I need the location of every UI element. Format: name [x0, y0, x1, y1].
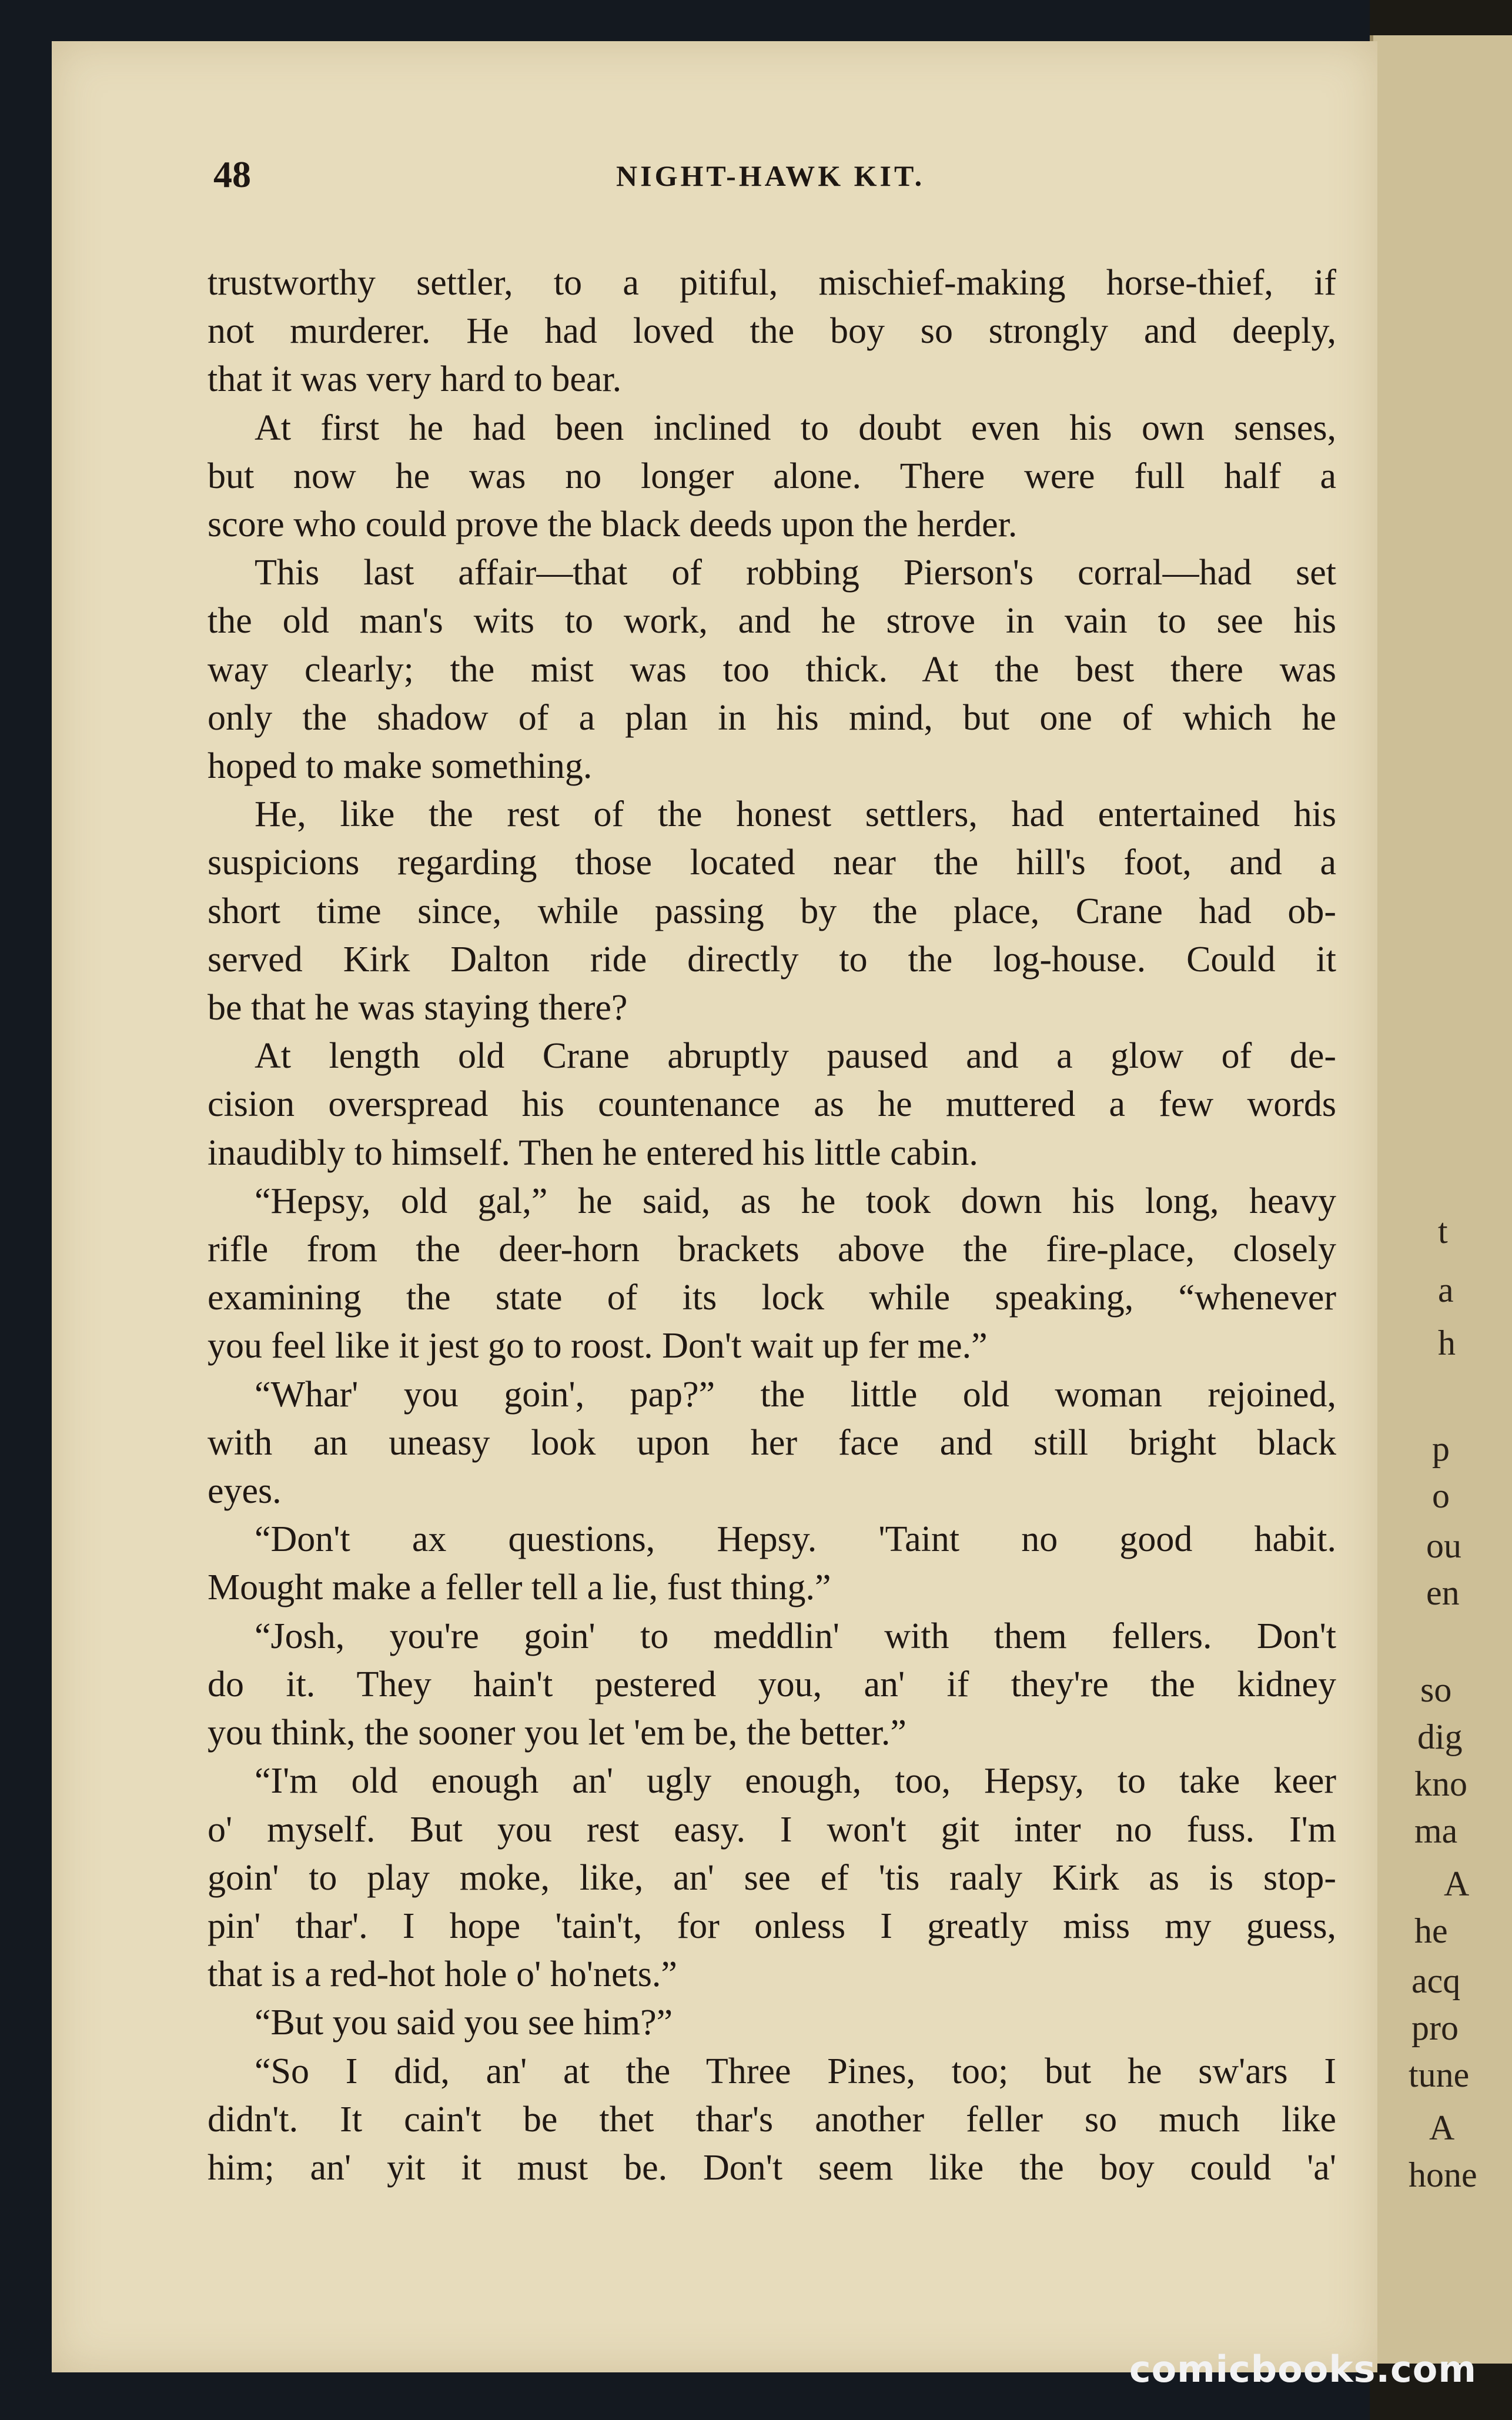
facing-page-fragment: hone: [1409, 2155, 1477, 2194]
text-line: that it was very hard to bear.: [208, 359, 622, 400]
facing-page-fragment: tune: [1409, 2055, 1470, 2094]
text-line: short time since, while passing by the place, Crane had ob-: [208, 891, 1336, 931]
facing-page-fragment: kno: [1414, 1764, 1467, 1803]
text-line: him; an' yit it must be. Don't seem like the boy could 'a': [208, 2147, 1336, 2188]
facing-page-fragment: acq: [1411, 1961, 1461, 2000]
text-line: “But you said you see him?”: [255, 2003, 673, 2043]
facing-page-fragment: so: [1420, 1670, 1452, 1709]
text-line: that is a red-hot hole o' ho'nets.”: [208, 1954, 677, 1995]
facing-page-fragment: a: [1438, 1271, 1454, 1309]
text-line: not murderer. He had loved the boy so strongly and deeply,: [208, 311, 1336, 352]
text-line: cision overspread his countenance as he muttered a few words: [208, 1084, 1336, 1125]
facing-page-fragment: en: [1426, 1573, 1460, 1612]
text-line: you feel like it jest go to roost. Don't wait up fer me.”: [208, 1326, 988, 1366]
text-line: suspicions regarding those located near the hill's foot, and a: [208, 843, 1336, 883]
facing-page-fragment: pro: [1411, 2008, 1459, 2047]
text-line: hoped to make something.: [208, 746, 593, 787]
text-line: score who could prove the black deeds upon the herder.: [208, 504, 1018, 545]
text-line: o' myself. But you rest easy. I won't git inter no fuss. I'm: [208, 1809, 1336, 1850]
text-line: only the shadow of a plan in his mind, but one of which he: [208, 697, 1336, 738]
facing-page-fragment: he: [1414, 1911, 1448, 1950]
text-line: “I'm old enough an' ugly enough, too, Hepsy, to take keer: [255, 1761, 1336, 1801]
facing-page-fragment: h: [1438, 1323, 1456, 1362]
facing-page-fragment: o: [1432, 1476, 1450, 1515]
text-line: do it. They hain't pestered you, an' if they're the kidney: [208, 1664, 1336, 1704]
text-line: “So I did, an' at the Three Pines, too; but he sw'ars I: [255, 2051, 1336, 2091]
facing-page-fragment: A: [1444, 1864, 1470, 1903]
page-number: 48: [213, 153, 251, 195]
facing-page-fragment: p: [1432, 1429, 1450, 1468]
text-line: be that he was staying there?: [208, 988, 628, 1028]
text-line: rifle from the deer-horn brackets above the fire-place, closely: [208, 1229, 1336, 1270]
text-line: way clearly; the mist was too thick. At the best there was: [208, 649, 1336, 690]
text-line: Mought make a feller tell a lie, fust thing.”: [208, 1567, 831, 1608]
text-line: This last affair—that of robbing Pierson's corral—had set: [255, 553, 1336, 593]
running-head: [52, 153, 1377, 200]
text-line: “Hepsy, old gal,” he said, as he took down his long, heavy: [255, 1181, 1336, 1221]
text-line: didn't. It cain't be thet thar's another feller so much like: [208, 2099, 1336, 2140]
book-page: [52, 41, 1377, 2372]
watermark: comicbooks.com: [1129, 2348, 1477, 2391]
text-line: examining the state of its lock while speaking, “whenever: [208, 1278, 1336, 1318]
text-line: eyes.: [208, 1471, 282, 1512]
text-line: At first he had been inclined to doubt even his own senses,: [255, 407, 1336, 448]
text-line: pin' thar'. I hope 'tain't, for onless I greatly miss my guess,: [208, 1906, 1336, 1946]
facing-page-fragment: ou: [1426, 1526, 1461, 1565]
facing-page-fragment: A: [1429, 2108, 1455, 2147]
facing-page: [1370, 35, 1512, 2364]
facing-page-fragment: dig: [1417, 1717, 1463, 1756]
body-text: [208, 259, 1336, 2192]
text-line: “Don't ax questions, Hepsy. 'Taint no good habit.: [255, 1519, 1336, 1560]
text-line: the old man's wits to work, and he strove in vain to see his: [208, 601, 1336, 641]
facing-page-fragment: t: [1438, 1212, 1448, 1251]
facing-page-fragment: ma: [1414, 1811, 1458, 1850]
text-line: inaudibly to himself. Then he entered his little cabin.: [208, 1132, 978, 1173]
running-title: NIGHT-HAWK KIT.: [616, 159, 925, 192]
text-line: He, like the rest of the honest settlers, had entertained his: [255, 794, 1336, 835]
text-line: goin' to play moke, like, an' see ef 'tis raaly Kirk as is stop-: [208, 1857, 1336, 1898]
text-line: served Kirk Dalton ride directly to the log-house. Could it: [208, 939, 1336, 980]
text-line: At length old Crane abruptly paused and a glow of de-: [255, 1036, 1336, 1077]
text-line: with an uneasy look upon her face and still bright black: [208, 1422, 1336, 1463]
text-line: you think, the sooner you let 'em be, the better.”: [208, 1713, 906, 1753]
text-line: “Whar' you goin', pap?” the little old woman rejoined,: [255, 1374, 1336, 1415]
text-line: trustworthy settler, to a pitiful, mischief-making horse-thief, if: [208, 263, 1336, 303]
text-line: “Josh, you're goin' to meddlin' with them fellers. Don't: [255, 1616, 1336, 1656]
text-line: but now he was no longer alone. There were full half a: [208, 456, 1336, 496]
